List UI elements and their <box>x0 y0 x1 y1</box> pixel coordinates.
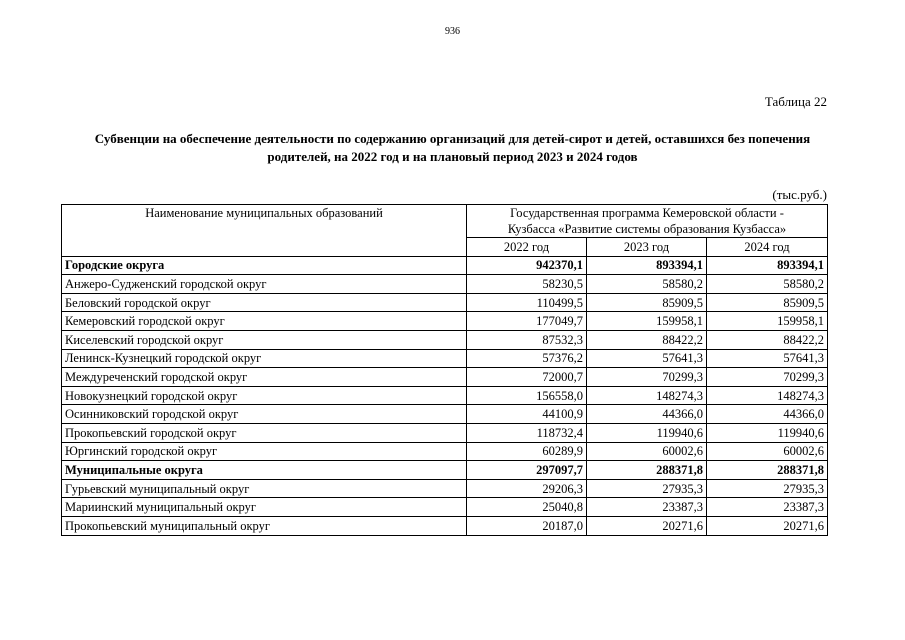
value-2022: 942370,1 <box>467 256 587 275</box>
subventions-table <box>61 204 828 536</box>
value-2022: 58230,5 <box>467 275 587 294</box>
value-2024: 119940,6 <box>707 423 828 442</box>
value-2022: 60289,9 <box>467 442 587 461</box>
value-2022: 72000,7 <box>467 368 587 387</box>
row-name: Киселевский городской округ <box>62 330 467 349</box>
value-2023: 148274,3 <box>587 386 707 405</box>
value-2024: 27935,3 <box>707 479 828 498</box>
value-2023: 58580,2 <box>587 275 707 294</box>
value-2024: 57641,3 <box>707 349 828 368</box>
row-name: Междуреченский городской округ <box>62 368 467 387</box>
value-2023: 893394,1 <box>587 256 707 275</box>
value-2023: 27935,3 <box>587 479 707 498</box>
page-number: 936 <box>445 26 460 37</box>
value-2024: 159958,1 <box>707 312 828 331</box>
table-row <box>62 368 828 387</box>
value-2024: 148274,3 <box>707 386 828 405</box>
table-row <box>62 386 828 405</box>
value-2024: 23387,3 <box>707 498 828 517</box>
table-row <box>62 293 828 312</box>
value-2023: 60002,6 <box>587 442 707 461</box>
value-2024: 88422,2 <box>707 330 828 349</box>
value-2022: 29206,3 <box>467 479 587 498</box>
row-name: Гурьевский муниципальный округ <box>62 479 467 498</box>
value-2023: 159958,1 <box>587 312 707 331</box>
value-2023: 20271,6 <box>587 516 707 535</box>
value-2023: 88422,2 <box>587 330 707 349</box>
value-2023: 119940,6 <box>587 423 707 442</box>
value-2022: 118732,4 <box>467 423 587 442</box>
row-name: Анжеро-Судженский городской округ <box>62 275 467 294</box>
table-row <box>62 516 828 535</box>
value-2022: 177049,7 <box>467 312 587 331</box>
row-name: Городские округа <box>62 256 467 275</box>
row-name: Ленинск-Кузнецкий городской округ <box>62 349 467 368</box>
row-name: Мариинский муниципальный округ <box>62 498 467 517</box>
table-row <box>62 498 828 517</box>
value-2022: 87532,3 <box>467 330 587 349</box>
table-row <box>62 349 828 368</box>
value-2022: 20187,0 <box>467 516 587 535</box>
table-row <box>62 330 828 349</box>
row-name: Прокопьевский муниципальный округ <box>62 516 467 535</box>
table-row <box>62 275 828 294</box>
header-year-2022: 2022 год <box>467 238 587 257</box>
header-year-2024: 2024 год <box>707 238 828 257</box>
value-2024: 85909,5 <box>707 293 828 312</box>
row-name: Юргинский городской округ <box>62 442 467 461</box>
group-row <box>62 461 828 480</box>
value-2022: 57376,2 <box>467 349 587 368</box>
table-row <box>62 442 828 461</box>
table-row <box>62 479 828 498</box>
row-name: Осинниковский городской округ <box>62 405 467 424</box>
row-name: Прокопьевский городской округ <box>62 423 467 442</box>
table-body <box>62 256 828 535</box>
row-name: Новокузнецкий городской округ <box>62 386 467 405</box>
header-name-column: Наименование муниципальных образований <box>62 205 467 257</box>
row-name: Муниципальные округа <box>62 461 467 480</box>
table-title: Субвенции на обеспечение деятельности по содержанию организаций для детей-сирот и детей, оставшихся без попечения родителей, на 2022 год и на плановый период 2023 и 2024 годов <box>94 131 811 164</box>
value-2024: 20271,6 <box>707 516 828 535</box>
value-2024: 58580,2 <box>707 275 828 294</box>
group-row <box>62 256 828 275</box>
header-program-line1: Государственная программа Кемеровской области - <box>510 206 784 220</box>
value-2022: 25040,8 <box>467 498 587 517</box>
table-row <box>62 405 828 424</box>
table-row <box>62 312 828 331</box>
header-program-line2: Кузбасса «Развитие системы образования Кузбасса» <box>507 222 787 236</box>
value-2024: 288371,8 <box>707 461 828 480</box>
value-2024: 60002,6 <box>707 442 828 461</box>
value-2024: 893394,1 <box>707 256 828 275</box>
value-2022: 110499,5 <box>467 293 587 312</box>
row-name: Кемеровский городской округ <box>62 312 467 331</box>
value-2022: 297097,7 <box>467 461 587 480</box>
value-2023: 23387,3 <box>587 498 707 517</box>
table-row <box>62 423 828 442</box>
units-label: (тыс.руб.) <box>772 187 827 202</box>
value-2024: 44366,0 <box>707 405 828 424</box>
value-2022: 44100,9 <box>467 405 587 424</box>
table-label: Таблица 22 <box>764 94 827 109</box>
value-2023: 44366,0 <box>587 405 707 424</box>
value-2023: 85909,5 <box>587 293 707 312</box>
header-year-2023: 2023 год <box>587 238 707 257</box>
value-2022: 156558,0 <box>467 386 587 405</box>
value-2023: 57641,3 <box>587 349 707 368</box>
row-name: Беловский городской округ <box>62 293 467 312</box>
value-2023: 70299,3 <box>587 368 707 387</box>
header-program <box>467 205 828 238</box>
value-2023: 288371,8 <box>587 461 707 480</box>
value-2024: 70299,3 <box>707 368 828 387</box>
